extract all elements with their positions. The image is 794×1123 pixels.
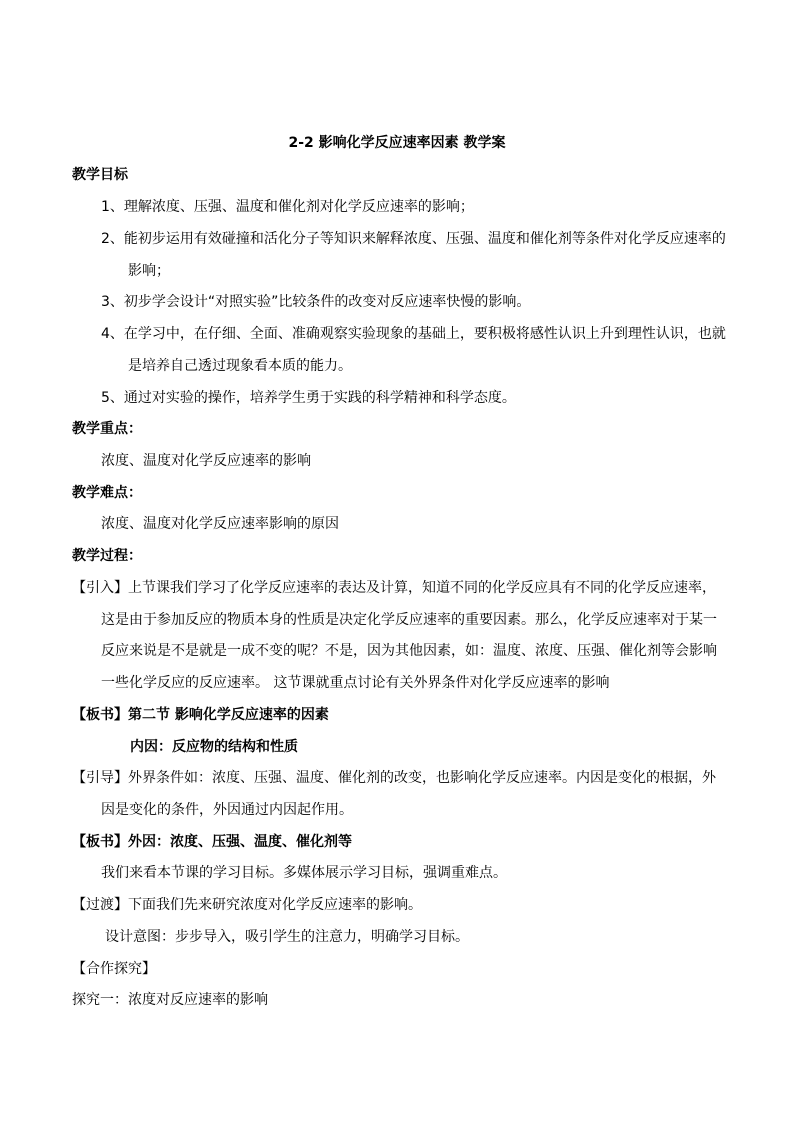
process-heading: 教学过程：	[72, 548, 142, 564]
intro-paragraph-line: 这是由于参加反应的物质本身的性质是决定化学反应速率的重要因素。那么，化学反应速率对于某一	[101, 612, 717, 628]
document-title: 2-2 影响化学反应速率因素 教学案	[288, 135, 506, 151]
objectives-heading: 教学目标	[72, 167, 128, 183]
objective-item-continuation: 影响；	[128, 263, 170, 279]
board-note-external-cause: 【板书】外因：浓度、压强、温度、催化剂等	[72, 834, 352, 850]
transition-text: 【过渡】下面我们先来研究浓度对化学反应速率的影响。	[72, 897, 422, 913]
intro-paragraph-line: 反应来说是不是就是一成不变的呢？不是，因为其他因素，如：温度、浓度、压强、催化剂等会影响	[101, 643, 717, 659]
objective-item-continuation: 是培养自己透过现象看本质的能力。	[128, 358, 352, 374]
board-note-internal-cause: 内因：反应物的结构和性质	[130, 739, 298, 755]
design-intent-text: 设计意图：步步导入，吸引学生的注意力，明确学习目标。	[105, 929, 469, 945]
board-note-section: 【板书】第二节 影响化学反应速率的因素	[72, 707, 329, 723]
cooperative-inquiry-heading: 【合作探究】	[72, 961, 156, 977]
goals-show-text: 我们来看本节课的学习目标。多媒体展示学习目标，强调重难点。	[101, 865, 507, 881]
guide-paragraph-line: 因是变化的条件，外因通过内因起作用。	[101, 802, 353, 818]
objective-item: 5、通过对实验的操作，培养学生勇于实践的科学精神和科学态度。	[101, 390, 516, 406]
key-point-text: 浓度、温度对化学反应速率的影响	[101, 453, 311, 469]
objective-item: 3、初步学会设计“对照实验”比较条件的改变对反应速率快慢的影响。	[101, 294, 531, 310]
objective-item: 1、理解浓度、压强、温度和催化剂对化学反应速率的影响；	[101, 199, 474, 215]
intro-paragraph-line: 一些化学反应的反应速率。 这节课就重点讨论有关外界条件对化学反应速率的影响	[101, 675, 610, 691]
difficult-point-heading: 教学难点：	[72, 485, 142, 501]
difficult-point-text: 浓度、温度对化学反应速率影响的原因	[101, 516, 339, 532]
objective-item: 2、能初步运用有效碰撞和活化分子等知识来解释浓度、压强、温度和催化剂等条件对化学反应速率的	[101, 231, 726, 247]
key-point-heading: 教学重点：	[72, 421, 142, 437]
guide-paragraph-line: 【引导】外界条件如：浓度、压强、温度、催化剂的改变，也影响化学反应速率。内因是变化的根据，外	[72, 770, 716, 786]
intro-paragraph-line: 【引入】上节课我们学习了化学反应速率的表达及计算，知道不同的化学反应具有不同的化学反应速率，	[72, 580, 716, 596]
objective-item: 4、在学习中，在仔细、全面、准确观察实验现象的基础上，要积极将感性认识上升到理性认识，也就	[101, 326, 726, 342]
explore-one-heading: 探究一：浓度对反应速率的影响	[72, 992, 268, 1008]
